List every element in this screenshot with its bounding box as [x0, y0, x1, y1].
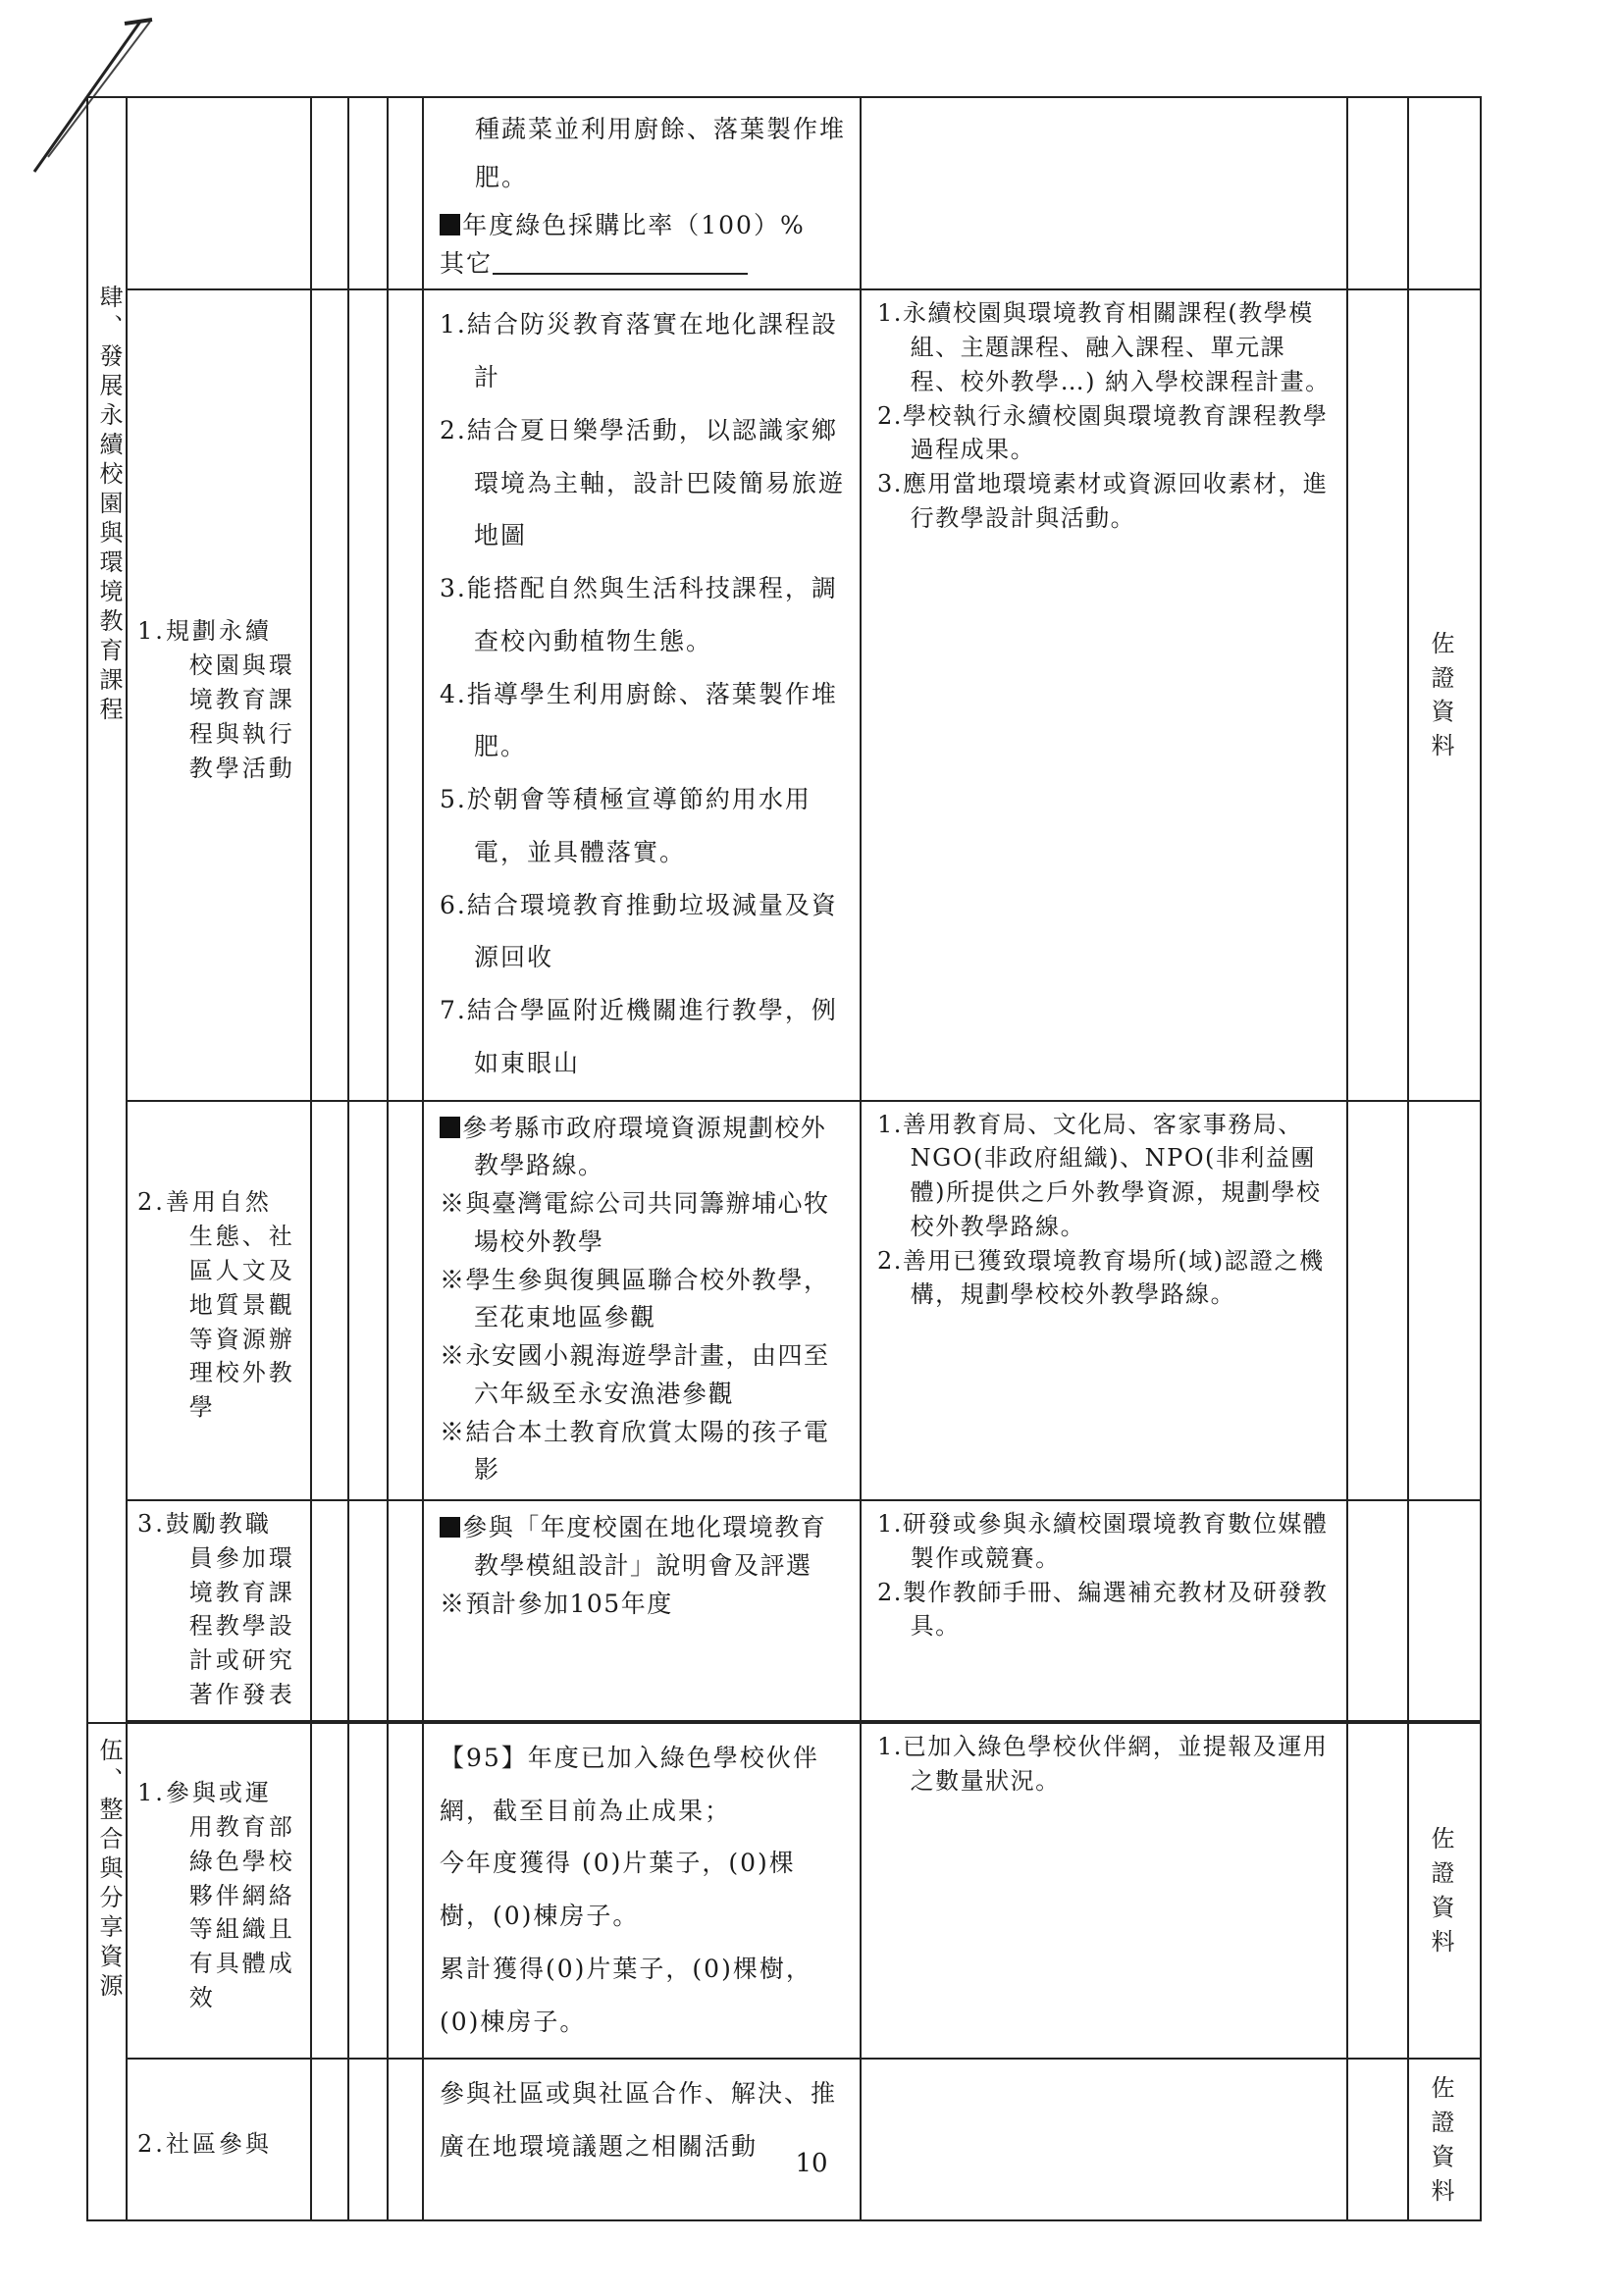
- content-line: ※永安國小親海遊學計畫，由四至六年級至永安漁港參觀: [440, 1341, 830, 1408]
- criteria-line: 1.永續校園與環境教育相關課程(教學模組、主題課程、融入課程、單元課程、校外教學…) 納入學校課程計畫。: [877, 299, 1331, 395]
- content-line: 參與「年度校園在地化環境教育教學模組設計」說明會及評選: [462, 1513, 827, 1580]
- content-line: ※結合本土教育欣賞太陽的孩子電影: [440, 1417, 830, 1485]
- criteria-line: 2.製作教師手冊、編選補充教材及研發教具。: [877, 1578, 1329, 1641]
- evidence-label: 佐證資料: [1408, 2059, 1481, 2220]
- content-line: 參考縣市政府環境資源規劃校外教學路線。: [462, 1113, 827, 1180]
- criteria: [861, 1723, 1347, 2060]
- content-line: 3.能搭配自然與生活科技課程，調查校內動植物生態。: [440, 574, 838, 655]
- item-label: 1.規劃永續校園與環境教育課程與執行教學活動: [127, 289, 311, 1100]
- section-four-title: 肆、發展永續校園與環境教育課程: [87, 97, 127, 1723]
- content-line: ※與臺灣電綜公司共同籌辦埔心牧場校外教學: [440, 1189, 830, 1256]
- content-line: 【95】年度已加入綠色學校伙伴網，截至目前為止成果；: [440, 1743, 819, 1825]
- table-row: [87, 1500, 1481, 1721]
- criteria: [861, 1101, 1347, 1501]
- table-row: [87, 97, 1481, 289]
- content-line: 累計獲得(0)片葉子，(0)棵樹，(0)棟房子。: [440, 1954, 812, 2036]
- content-line: 4.指導學生利用廚餘、落葉製作堆肥。: [440, 679, 838, 761]
- content-line: 1.結合防災教育落實在地化課程設計: [440, 310, 838, 391]
- checkbox-checked-icon: [440, 1517, 460, 1538]
- criteria-line: 3.應用當地環境素材或資源回收素材，進行教學設計與活動。: [877, 470, 1329, 533]
- checkbox-checked-icon: [440, 1117, 460, 1137]
- content-line: 參與社區或與社區合作、解決、推廣在地環境議題之相關活動: [440, 2079, 838, 2162]
- green-procurement-rate: 年度綠色採購比率（100）%: [462, 210, 806, 239]
- table-row: [87, 2059, 1481, 2220]
- continuation-text: 種蔬菜並利用廚餘、落葉製作堆肥。: [475, 115, 847, 191]
- item-content: [423, 2059, 861, 2220]
- criteria-line: 1.研發或參與永續校園環境教育數位媒體製作或競賽。: [877, 1510, 1329, 1572]
- criteria-line: 2.善用已獲致環境教育場所(域)認證之機構，規劃學校校外教學路線。: [877, 1246, 1325, 1309]
- table-row: [87, 1723, 1481, 2060]
- content-line: ※預計參加105年度: [440, 1589, 673, 1618]
- item-content: [423, 1500, 861, 1721]
- item-label: 2.社區參與: [127, 2059, 311, 2220]
- criteria: [861, 1500, 1347, 1721]
- criteria-line: 2.學校執行永續校園與環境教育課程教學過程成果。: [877, 401, 1329, 464]
- other-label: 其它: [440, 249, 494, 279]
- criteria-line: 1.善用教育局、文化局、客家事務局、NGO(非政府組織)、NPO(非利益團體)所提供之戶外教學資源，規劃學校校外教學路線。: [877, 1110, 1322, 1240]
- evaluation-table: [86, 96, 1482, 2221]
- content-line: 5.於朝會等積極宣導節約用水用電，並具體落實。: [440, 785, 812, 866]
- content-line: 今年度獲得 (0)片葉子，(0)棵樹，(0)棟房子。: [440, 1849, 796, 1931]
- content-line: ※學生參與復興區聯合校外教學，至花東地區參觀: [440, 1265, 830, 1332]
- item-label: 1.參與或運用教育部綠色學校夥伴網絡等組織且有具體成效: [127, 1723, 311, 2060]
- item-content: [423, 1723, 861, 2060]
- content-line: 2.結合夏日樂學活動，以認識家鄉環境為主軸，設計巴陵簡易旅遊地圖: [440, 415, 846, 550]
- criteria-line: 1.已加入綠色學校伙伴網，並提報及運用之數量狀況。: [877, 1732, 1329, 1795]
- section-five-title: 伍、整合與分享資源: [87, 1723, 127, 2221]
- item-content: [423, 289, 861, 1100]
- item-content: [423, 1101, 861, 1501]
- content-line: 7.結合學區附近機關進行教學，例如東眼山: [440, 996, 838, 1077]
- table-row: [87, 1101, 1481, 1501]
- criteria: [861, 289, 1347, 1100]
- checkbox-checked-icon: [440, 214, 460, 235]
- item-label: 2.善用自然生態、社區人文及地質景觀等資源辦理校外教學: [127, 1101, 311, 1501]
- other-blank: [493, 273, 748, 275]
- content-line: 6.結合環境教育推動垃圾減量及資源回收: [440, 890, 838, 972]
- continuation-content: [423, 97, 861, 289]
- evidence-label: 佐證資料: [1408, 289, 1481, 1100]
- item-label: 3.鼓勵教職員參加環境教育課程教學設計或研究著作發表: [127, 1500, 311, 1721]
- page-number: 10: [795, 2149, 828, 2178]
- evidence-label: 佐證資料: [1408, 1723, 1481, 2060]
- table-row: [87, 289, 1481, 1100]
